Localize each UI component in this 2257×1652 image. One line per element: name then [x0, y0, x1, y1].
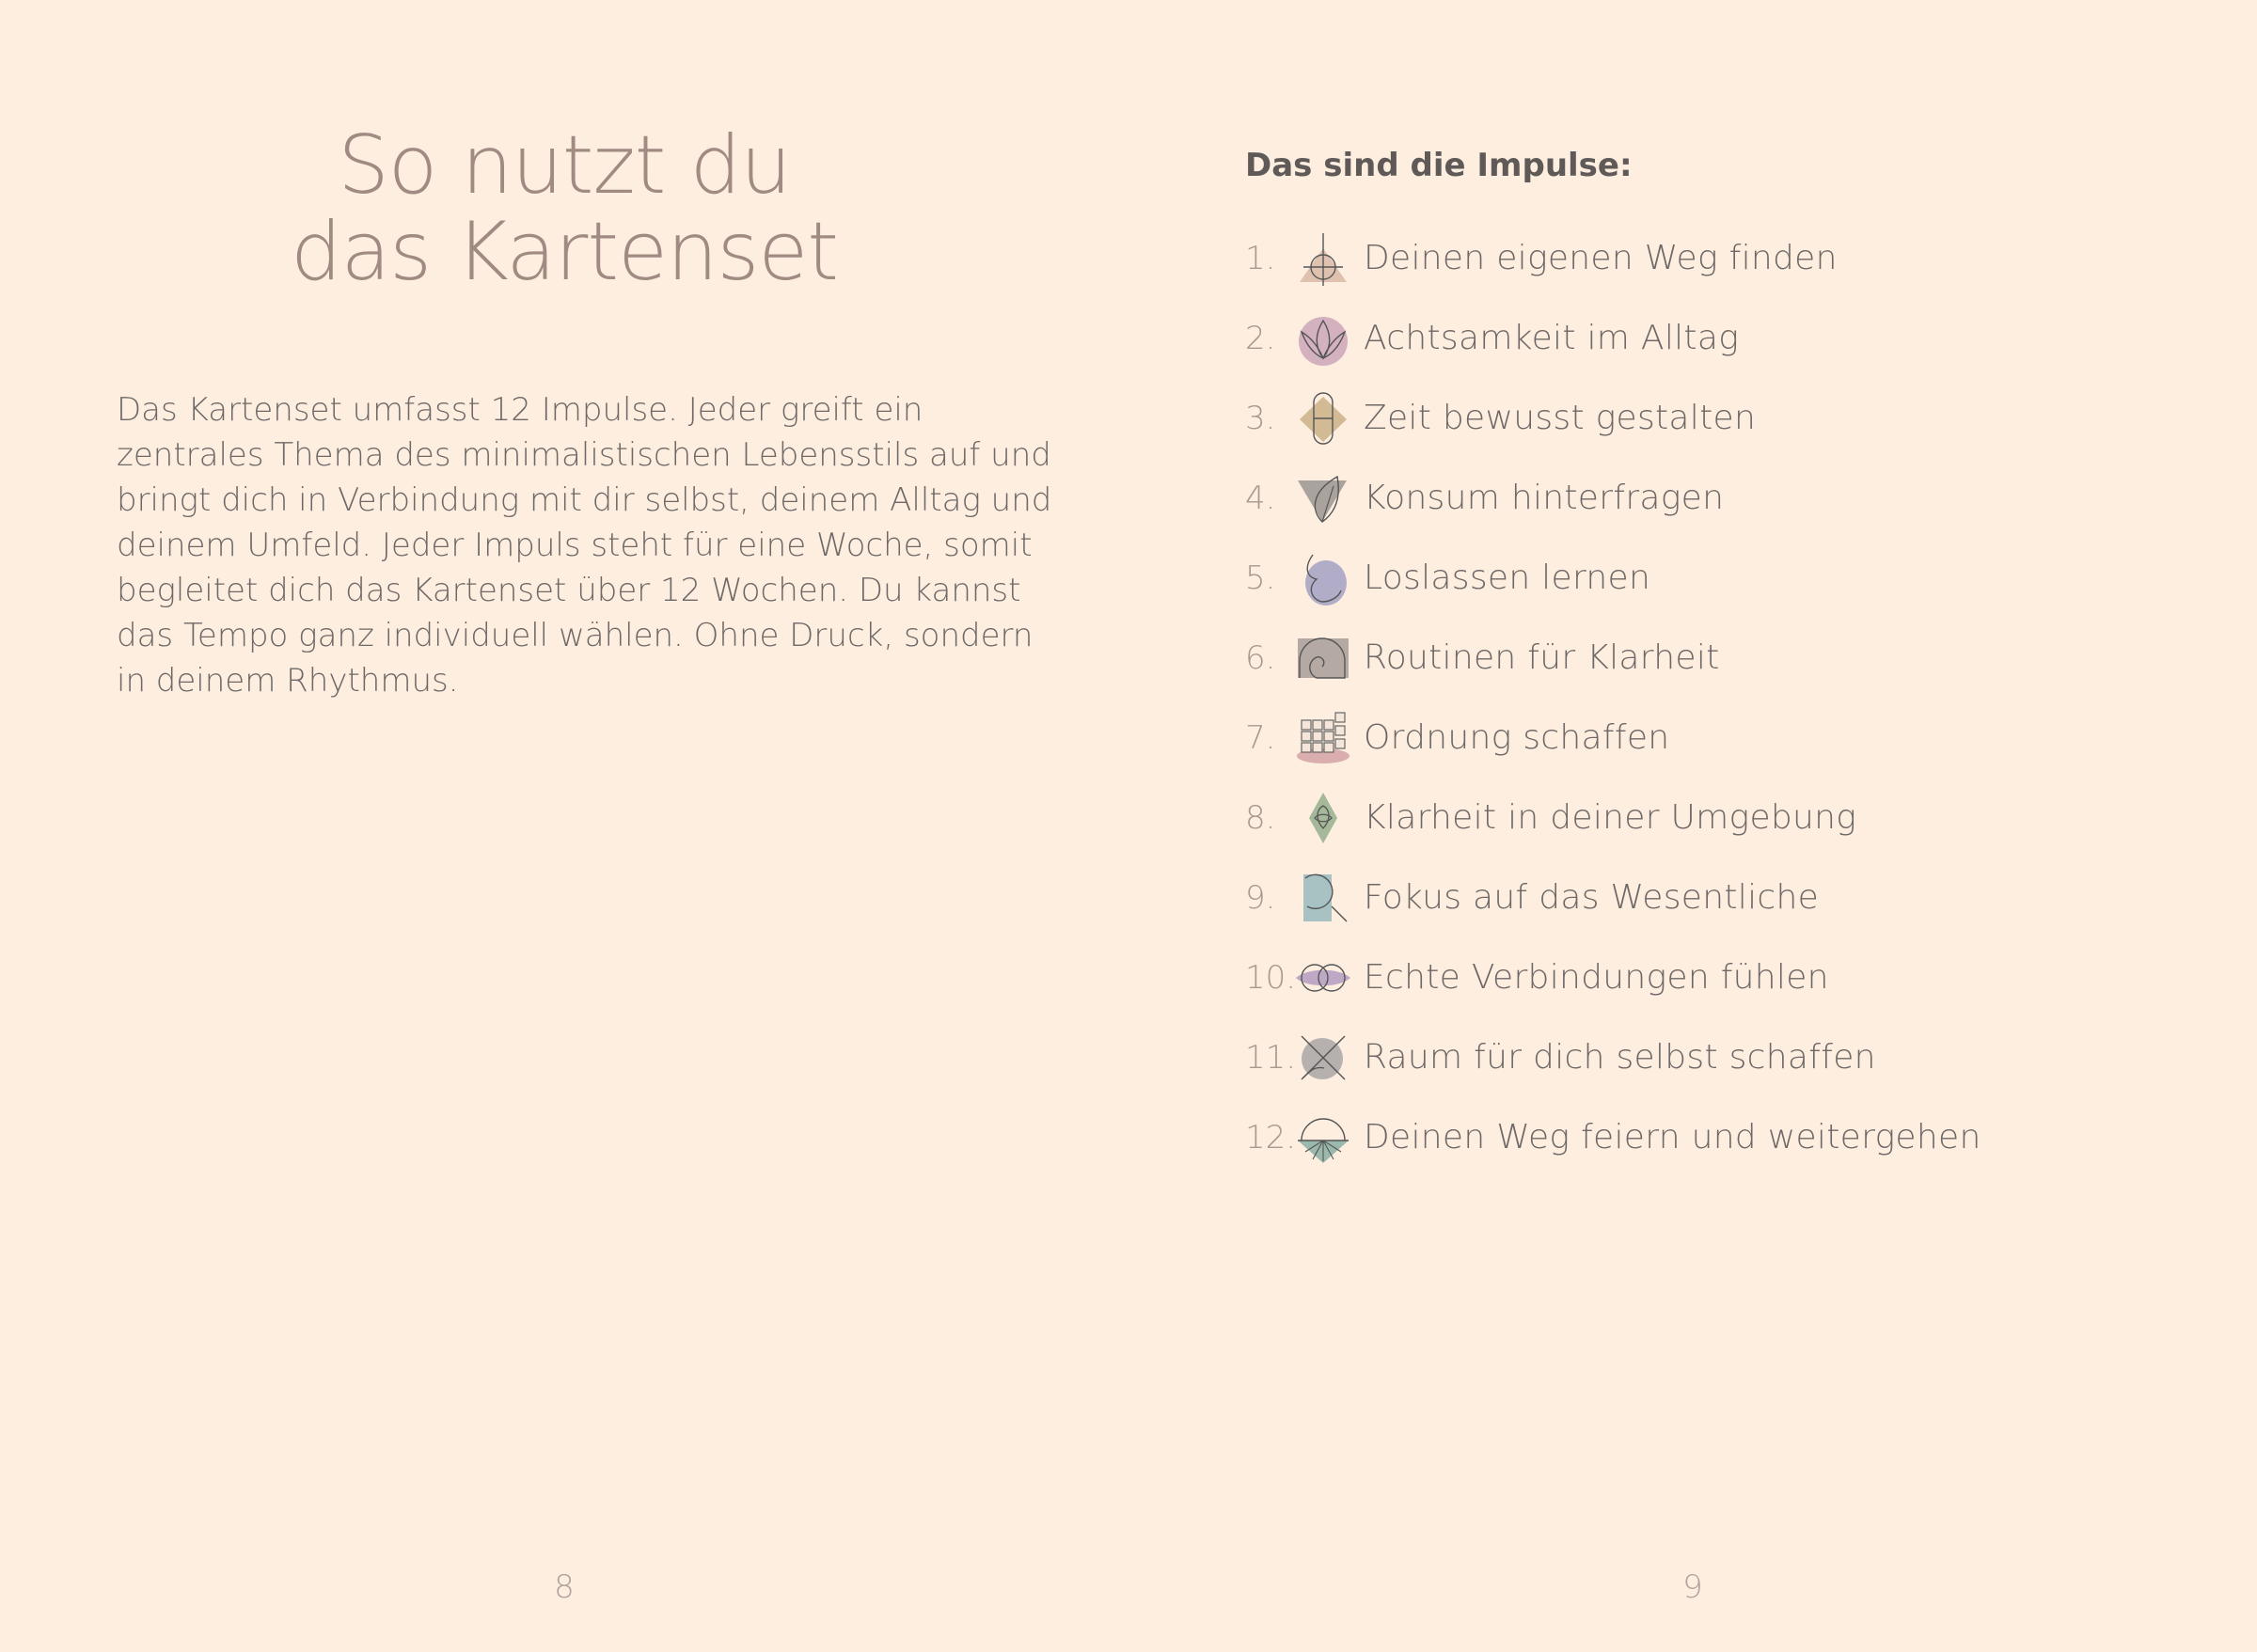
item-number: 8.: [1245, 798, 1276, 837]
item-number: 2.: [1245, 319, 1276, 357]
item-number: 12.: [1245, 1118, 1297, 1156]
left-page: [0, 0, 1128, 1652]
item-label: Ordnung schaffen: [1364, 718, 1670, 757]
item-label: Raum für dich selbst schaffen: [1364, 1038, 1876, 1077]
drop-icon: [1294, 549, 1352, 607]
magnifier-icon: [1294, 869, 1352, 927]
list-item: [1245, 1017, 1981, 1097]
compass-icon: [1294, 229, 1352, 288]
page-number-left: 8: [554, 1568, 575, 1606]
list-item: [1245, 378, 1981, 458]
title-line-2: das Kartenset: [291, 205, 838, 299]
item-number: 6.: [1245, 638, 1276, 677]
list-item: [1245, 618, 1981, 698]
page-number-right: 9: [1682, 1568, 1703, 1606]
title-line-1: So nutzt du: [338, 118, 791, 212]
list-item: [1245, 538, 1981, 618]
item-number: 1.: [1245, 239, 1276, 277]
diamond-leaf-icon: [1294, 789, 1352, 847]
item-label: Deinen eigenen Weg finden: [1364, 239, 1838, 277]
item-label: Loslassen lernen: [1364, 559, 1651, 597]
item-number: 9.: [1245, 878, 1276, 917]
page-title: [0, 118, 1128, 299]
list-item: [1245, 298, 1981, 378]
item-number: 4.: [1245, 479, 1276, 517]
item-label: Achtsamkeit im Alltag: [1364, 319, 1740, 357]
leaf-triangle-icon: [1294, 469, 1352, 527]
list-item: [1245, 218, 1981, 298]
item-label: Deinen Weg feiern und weitergehen: [1364, 1118, 1981, 1156]
intro-paragraph: Das Kartenset umfasst 12 Impulse. Jeder greift ein zentrales Thema des minimalistischen Lebensstils auf und bringt dich in Verbindung mit dir selbst, deinem Alltag und deinem Umfeld. Jeder Impuls steht für eine Woche, somit begleitet dich das Kartenset über 12 Wochen. Du kannst das Tempo ganz individuell wählen. Ohne Druck, sondern in deinem Rhythmus.: [117, 391, 1052, 700]
item-number: 10.: [1245, 958, 1297, 997]
grid-icon: [1294, 709, 1352, 767]
sunrise-icon: [1294, 1109, 1352, 1167]
circle-cross-icon: [1294, 1029, 1352, 1087]
item-number: 5.: [1245, 559, 1276, 597]
item-label: Fokus auf das Wesentliche: [1364, 878, 1820, 917]
list-heading: Das sind die Impulse:: [1245, 147, 1633, 184]
item-label: Routinen für Klarheit: [1364, 638, 1720, 677]
spiral-icon: [1294, 629, 1352, 687]
item-label: Klarheit in deiner Umgebung: [1364, 798, 1857, 837]
item-number: 11.: [1245, 1038, 1297, 1077]
item-label: Konsum hinterfragen: [1364, 479, 1725, 517]
list-item: [1245, 458, 1981, 538]
impulse-list: [1245, 218, 1981, 1177]
list-item: [1245, 937, 1981, 1017]
item-label: Zeit bewusst gestalten: [1364, 399, 1757, 437]
right-page: [1128, 0, 2257, 1652]
list-item: [1245, 1097, 1981, 1177]
list-item: [1245, 698, 1981, 778]
list-item: [1245, 778, 1981, 857]
item-number: 7.: [1245, 718, 1276, 757]
rings-icon: [1294, 949, 1352, 1007]
hourglass-icon: [1294, 389, 1352, 448]
item-label: Echte Verbindungen fühlen: [1364, 958, 1829, 997]
lotus-icon: [1294, 309, 1352, 368]
item-number: 3.: [1245, 399, 1276, 437]
list-item: [1245, 857, 1981, 937]
